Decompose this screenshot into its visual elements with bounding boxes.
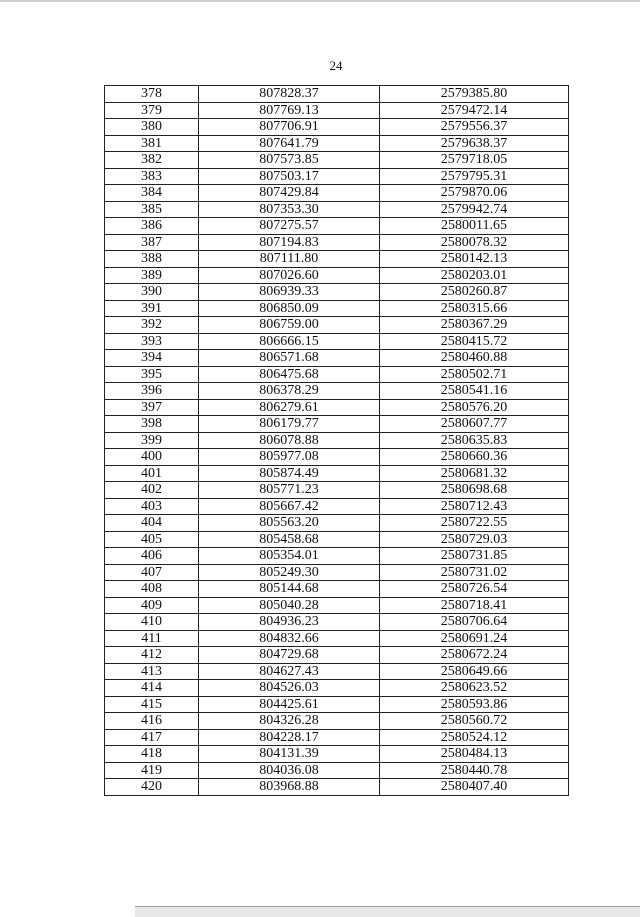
y-coordinate-cell: 2580726.54	[380, 581, 569, 598]
y-coordinate-cell: 2580706.64	[380, 614, 569, 631]
y-coordinate-cell: 2580440.78	[380, 762, 569, 779]
point-number-cell: 409	[105, 597, 199, 614]
table-row	[105, 135, 569, 152]
y-coordinate-cell: 2580367.29	[380, 317, 569, 334]
table-row	[105, 729, 569, 746]
x-coordinate-cell: 804131.39	[199, 746, 380, 763]
point-number-cell: 412	[105, 647, 199, 664]
y-coordinate-cell: 2580460.88	[380, 350, 569, 367]
point-number-cell: 400	[105, 449, 199, 466]
table-row	[105, 168, 569, 185]
y-coordinate-cell: 2580203.01	[380, 267, 569, 284]
y-coordinate-cell: 2580649.66	[380, 663, 569, 680]
coordinates-table-body	[105, 86, 569, 796]
point-number-cell: 378	[105, 86, 199, 103]
x-coordinate-cell: 807641.79	[199, 135, 380, 152]
x-coordinate-cell: 806666.15	[199, 333, 380, 350]
table-row	[105, 696, 569, 713]
point-number-cell: 415	[105, 696, 199, 713]
point-number-cell: 405	[105, 531, 199, 548]
y-coordinate-cell: 2580576.20	[380, 399, 569, 416]
point-number-cell: 411	[105, 630, 199, 647]
point-number-cell: 392	[105, 317, 199, 334]
table-row	[105, 366, 569, 383]
point-number-cell: 414	[105, 680, 199, 697]
point-number-cell: 396	[105, 383, 199, 400]
table-row	[105, 152, 569, 169]
table-row	[105, 300, 569, 317]
x-coordinate-cell: 805249.30	[199, 564, 380, 581]
point-number-cell: 408	[105, 581, 199, 598]
table-row	[105, 284, 569, 301]
table-row	[105, 234, 569, 251]
point-number-cell: 389	[105, 267, 199, 284]
table-row	[105, 614, 569, 631]
point-number-cell: 417	[105, 729, 199, 746]
y-coordinate-cell: 2580712.43	[380, 498, 569, 515]
point-number-cell: 418	[105, 746, 199, 763]
x-coordinate-cell: 805144.68	[199, 581, 380, 598]
point-number-cell: 379	[105, 102, 199, 119]
x-coordinate-cell: 807828.37	[199, 86, 380, 103]
table-row	[105, 531, 569, 548]
y-coordinate-cell: 2579385.80	[380, 86, 569, 103]
x-coordinate-cell: 806850.09	[199, 300, 380, 317]
table-row	[105, 746, 569, 763]
x-coordinate-cell: 805458.68	[199, 531, 380, 548]
y-coordinate-cell: 2580484.13	[380, 746, 569, 763]
x-coordinate-cell: 805771.23	[199, 482, 380, 499]
x-coordinate-cell: 806759.00	[199, 317, 380, 334]
y-coordinate-cell: 2580607.77	[380, 416, 569, 433]
table-row	[105, 317, 569, 334]
x-coordinate-cell: 807769.13	[199, 102, 380, 119]
point-number-cell: 403	[105, 498, 199, 515]
table-row	[105, 251, 569, 268]
table-row	[105, 597, 569, 614]
y-coordinate-cell: 2580524.12	[380, 729, 569, 746]
point-number-cell: 416	[105, 713, 199, 730]
y-coordinate-cell: 2580407.40	[380, 779, 569, 796]
y-coordinate-cell: 2580722.55	[380, 515, 569, 532]
table-row	[105, 680, 569, 697]
x-coordinate-cell: 807503.17	[199, 168, 380, 185]
x-coordinate-cell: 805874.49	[199, 465, 380, 482]
point-number-cell: 413	[105, 663, 199, 680]
x-coordinate-cell: 805040.28	[199, 597, 380, 614]
x-coordinate-cell: 806939.33	[199, 284, 380, 301]
scan-edge-bottom	[135, 906, 640, 917]
x-coordinate-cell: 804936.23	[199, 614, 380, 631]
table-row	[105, 383, 569, 400]
x-coordinate-cell: 807026.60	[199, 267, 380, 284]
x-coordinate-cell: 806179.77	[199, 416, 380, 433]
table-row	[105, 185, 569, 202]
y-coordinate-cell: 2580315.66	[380, 300, 569, 317]
y-coordinate-cell: 2579795.31	[380, 168, 569, 185]
x-coordinate-cell: 803968.88	[199, 779, 380, 796]
x-coordinate-cell: 807275.57	[199, 218, 380, 235]
x-coordinate-cell: 804228.17	[199, 729, 380, 746]
table-row	[105, 630, 569, 647]
y-coordinate-cell: 2580502.71	[380, 366, 569, 383]
x-coordinate-cell: 804036.08	[199, 762, 380, 779]
point-number-cell: 390	[105, 284, 199, 301]
x-coordinate-cell: 806378.29	[199, 383, 380, 400]
y-coordinate-cell: 2580415.72	[380, 333, 569, 350]
x-coordinate-cell: 806475.68	[199, 366, 380, 383]
point-number-cell: 397	[105, 399, 199, 416]
y-coordinate-cell: 2580260.87	[380, 284, 569, 301]
y-coordinate-cell: 2580698.68	[380, 482, 569, 499]
y-coordinate-cell: 2579718.05	[380, 152, 569, 169]
y-coordinate-cell: 2580731.85	[380, 548, 569, 565]
table-row	[105, 564, 569, 581]
table-row	[105, 515, 569, 532]
y-coordinate-cell: 2580660.36	[380, 449, 569, 466]
y-coordinate-cell: 2579942.74	[380, 201, 569, 218]
x-coordinate-cell: 805563.20	[199, 515, 380, 532]
x-coordinate-cell: 805354.01	[199, 548, 380, 565]
point-number-cell: 381	[105, 135, 199, 152]
table-row	[105, 449, 569, 466]
table-row	[105, 581, 569, 598]
table-row	[105, 647, 569, 664]
point-number-cell: 391	[105, 300, 199, 317]
y-coordinate-cell: 2580593.86	[380, 696, 569, 713]
point-number-cell: 406	[105, 548, 199, 565]
point-number-cell: 380	[105, 119, 199, 136]
x-coordinate-cell: 805977.08	[199, 449, 380, 466]
table-row	[105, 762, 569, 779]
y-coordinate-cell: 2579556.37	[380, 119, 569, 136]
point-number-cell: 407	[105, 564, 199, 581]
y-coordinate-cell: 2579472.14	[380, 102, 569, 119]
x-coordinate-cell: 807573.85	[199, 152, 380, 169]
x-coordinate-cell: 804627.43	[199, 663, 380, 680]
point-number-cell: 394	[105, 350, 199, 367]
scan-edge-top	[0, 0, 640, 2]
point-number-cell: 386	[105, 218, 199, 235]
table-row	[105, 663, 569, 680]
y-coordinate-cell: 2580078.32	[380, 234, 569, 251]
point-number-cell: 399	[105, 432, 199, 449]
point-number-cell: 393	[105, 333, 199, 350]
point-number-cell: 404	[105, 515, 199, 532]
x-coordinate-cell: 806571.68	[199, 350, 380, 367]
x-coordinate-cell: 804425.61	[199, 696, 380, 713]
y-coordinate-cell: 2580718.41	[380, 597, 569, 614]
y-coordinate-cell: 2580731.02	[380, 564, 569, 581]
table-row	[105, 218, 569, 235]
x-coordinate-cell: 807429.84	[199, 185, 380, 202]
y-coordinate-cell: 2580623.52	[380, 680, 569, 697]
table-row	[105, 201, 569, 218]
table-row	[105, 465, 569, 482]
table-row	[105, 416, 569, 433]
point-number-cell: 419	[105, 762, 199, 779]
y-coordinate-cell: 2580011.65	[380, 218, 569, 235]
y-coordinate-cell: 2580635.83	[380, 432, 569, 449]
y-coordinate-cell: 2580681.32	[380, 465, 569, 482]
table-row	[105, 482, 569, 499]
x-coordinate-cell: 807194.83	[199, 234, 380, 251]
point-number-cell: 420	[105, 779, 199, 796]
y-coordinate-cell: 2580142.13	[380, 251, 569, 268]
x-coordinate-cell: 804326.28	[199, 713, 380, 730]
coordinates-table	[104, 85, 569, 796]
table-row	[105, 350, 569, 367]
point-number-cell: 383	[105, 168, 199, 185]
point-number-cell: 382	[105, 152, 199, 169]
x-coordinate-cell: 807111.80	[199, 251, 380, 268]
x-coordinate-cell: 804832.66	[199, 630, 380, 647]
point-number-cell: 398	[105, 416, 199, 433]
page-number: 24	[329, 58, 343, 73]
table-row	[105, 86, 569, 103]
point-number-cell: 385	[105, 201, 199, 218]
table-row	[105, 333, 569, 350]
point-number-cell: 395	[105, 366, 199, 383]
x-coordinate-cell: 806078.88	[199, 432, 380, 449]
x-coordinate-cell: 807353.30	[199, 201, 380, 218]
point-number-cell: 402	[105, 482, 199, 499]
y-coordinate-cell: 2580729.03	[380, 531, 569, 548]
point-number-cell: 388	[105, 251, 199, 268]
table-row	[105, 713, 569, 730]
table-row	[105, 548, 569, 565]
y-coordinate-cell: 2580691.24	[380, 630, 569, 647]
point-number-cell: 401	[105, 465, 199, 482]
x-coordinate-cell: 807706.91	[199, 119, 380, 136]
y-coordinate-cell: 2579870.06	[380, 185, 569, 202]
x-coordinate-cell: 805667.42	[199, 498, 380, 515]
x-coordinate-cell: 804526.03	[199, 680, 380, 697]
y-coordinate-cell: 2580560.72	[380, 713, 569, 730]
table-row	[105, 498, 569, 515]
table-row	[105, 102, 569, 119]
point-number-cell: 387	[105, 234, 199, 251]
y-coordinate-cell: 2579638.37	[380, 135, 569, 152]
point-number-cell: 410	[105, 614, 199, 631]
table-row	[105, 267, 569, 284]
y-coordinate-cell: 2580672.24	[380, 647, 569, 664]
table-row	[105, 399, 569, 416]
point-number-cell: 384	[105, 185, 199, 202]
x-coordinate-cell: 806279.61	[199, 399, 380, 416]
y-coordinate-cell: 2580541.16	[380, 383, 569, 400]
x-coordinate-cell: 804729.68	[199, 647, 380, 664]
table-row	[105, 432, 569, 449]
table-row	[105, 779, 569, 796]
table-row	[105, 119, 569, 136]
